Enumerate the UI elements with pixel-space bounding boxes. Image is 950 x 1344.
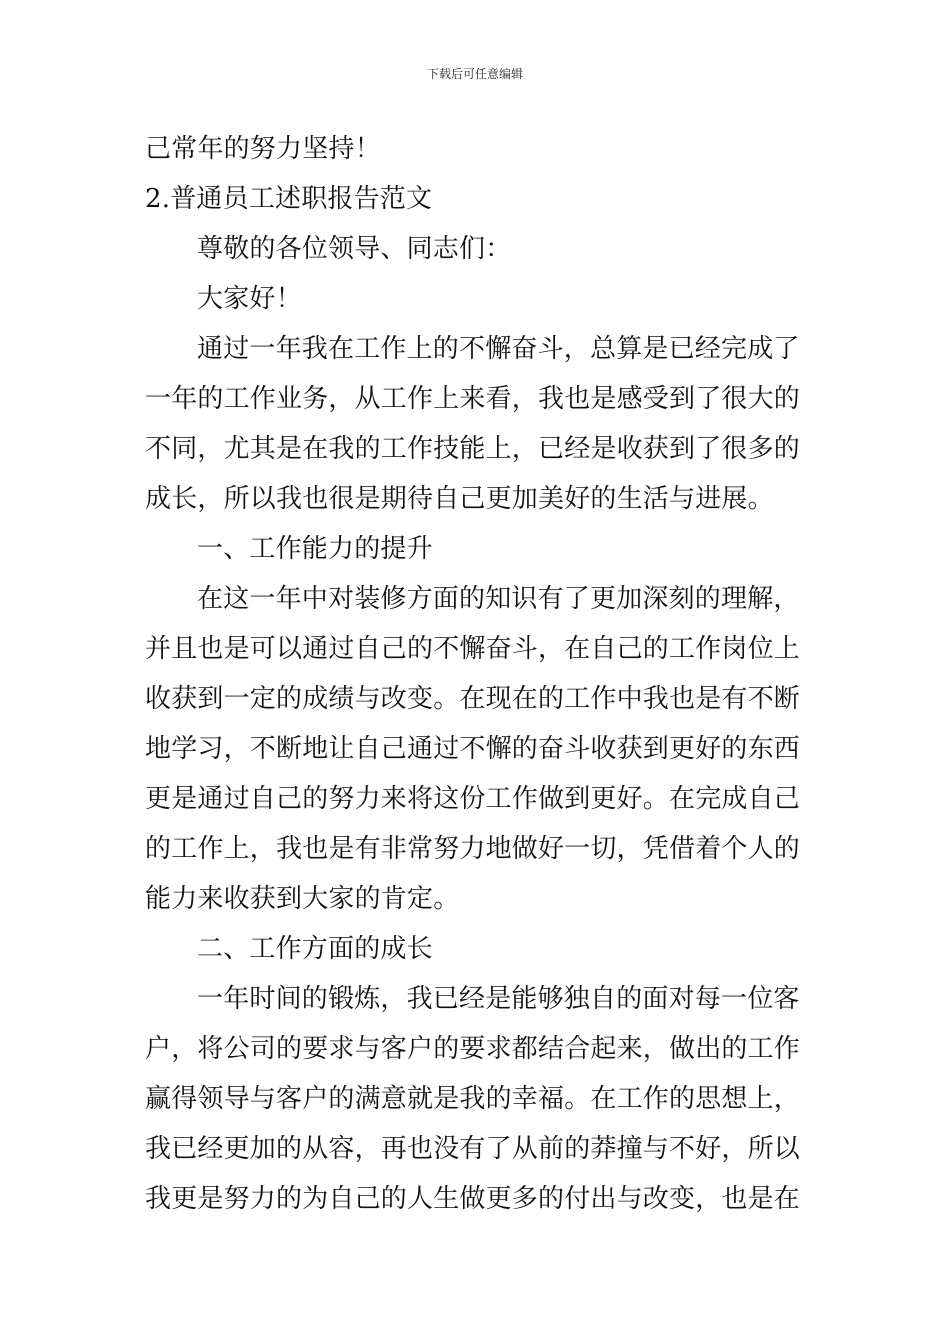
salutation: 尊敬的各位领导、同志们： (197, 234, 512, 264)
greeting: 大家好！ (197, 284, 302, 314)
text-line: 并且也是可以通过自己的不懈奋斗，在自己的工作岗位上 (145, 634, 801, 664)
text-line: 我更是努力的为自己的人生做更多的付出与改变，也是在 (145, 1184, 801, 1214)
text-line: 的工作上，我也是有非常努力地做好一切，凭借着个人的 (145, 834, 801, 864)
text-line: 地学习，不断地让自己通过不懈的奋斗收获到更好的东西 (145, 734, 801, 764)
text-line: 成长，所以我也很是期待自己更加美好的生活与进展。 (145, 484, 774, 514)
text-line: 赢得领导与客户的满意就是我的幸福。在工作的思想上， (145, 1084, 801, 1114)
text-line: 更是通过自己的努力来将这份工作做到更好。在完成自己 (145, 784, 801, 814)
text-line: 户，将公司的要求与客户的要求都结合起来，做出的工作 (145, 1034, 801, 1064)
text-line: 一年时间的锻炼，我已经是能够独自的面对每一位客 (197, 984, 800, 1014)
text-line: 我已经更加的从容，再也没有了从前的莽撞与不好，所以 (145, 1134, 801, 1164)
section-title: 2.普通员工述职报告范文 (145, 184, 433, 214)
text-line: 不同，尤其是在我的工作技能上，已经是收获到了很多的 (145, 434, 801, 464)
subsection-heading: 一、工作能力的提升 (197, 534, 433, 564)
page-header: 下载后可任意编辑 (426, 67, 523, 81)
text-line: 在这一年中对装修方面的知识有了更加深刻的理解， (197, 584, 800, 614)
text-line: 一年的工作业务，从工作上来看，我也是感受到了很大的 (145, 384, 801, 414)
text-line: 收获到一定的成绩与改变。在现在的工作中我也是有不断 (145, 684, 801, 714)
document-body (145, 124, 810, 1224)
text-line: 能力来收获到大家的肯定。 (145, 884, 460, 914)
text-line: 通过一年我在工作上的不懈奋斗，总算是已经完成了 (197, 334, 800, 364)
text-line: 己常年的努力坚持！ (145, 134, 381, 164)
subsection-heading: 二、工作方面的成长 (197, 934, 433, 964)
